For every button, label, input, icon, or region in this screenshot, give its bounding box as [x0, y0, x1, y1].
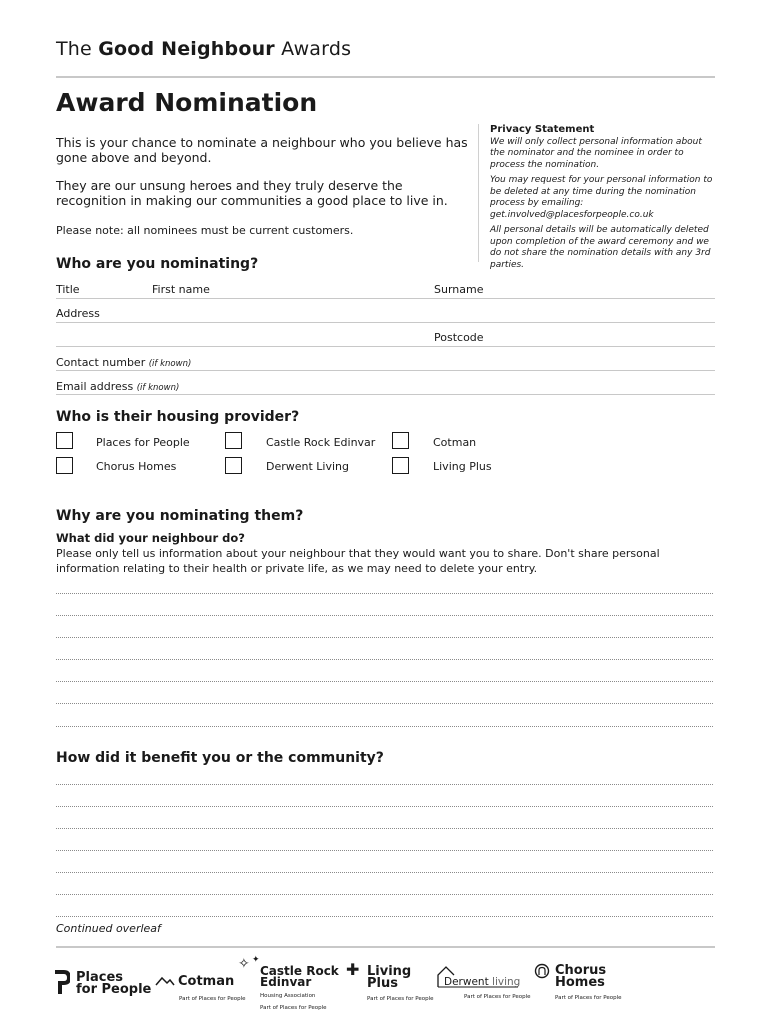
checkbox-castle-rock-edinvar[interactable]: [225, 432, 242, 449]
form-header: [56, 38, 351, 60]
option-label: Castle Rock Edinvar: [266, 436, 376, 449]
writing-line[interactable]: [56, 872, 713, 873]
header-prefix: The: [56, 38, 92, 60]
checkbox-places-for-people[interactable]: [56, 432, 73, 449]
privacy-heading: Privacy Statement: [490, 124, 595, 135]
header-divider: [56, 76, 715, 78]
privacy-text-2: You may request for your personal information to be deleted at any time during the nomination process by emailing: get.involved@placesforpeople.co.uk: [490, 175, 713, 220]
privacy-divider: [478, 124, 479, 262]
writing-line[interactable]: [56, 703, 713, 704]
header-suffix: Awards: [281, 38, 352, 60]
nominee-heading: Who are you nominating?: [56, 256, 259, 272]
why-instructions: Please only tell us information about your neighbour that they would want you to share. Don't share personal information relating to their health or private life, as we may need to delete your entry.: [56, 547, 660, 575]
first-name-label: First name: [152, 283, 210, 296]
benefit-heading: How did it benefit you or the community?: [56, 750, 384, 766]
writing-line[interactable]: [56, 659, 713, 660]
surname-label: Surname: [434, 283, 484, 296]
sparkle-icon: ✦: [252, 955, 260, 965]
postcode-line[interactable]: [56, 346, 715, 347]
contact-number-label: Contact number (if known): [56, 356, 192, 369]
checkbox-cotman[interactable]: [392, 432, 409, 449]
writing-line[interactable]: [56, 615, 713, 616]
option-label: Places for People: [96, 436, 190, 449]
if-known-hint: (if known): [136, 383, 180, 393]
option-label: Cotman: [433, 436, 477, 449]
privacy-statement: [490, 124, 718, 275]
privacy-text-1: We will only collect personal information about the nominator and the nominee in order to process the nomination.: [490, 136, 702, 170]
header-brand: Good Neighbour: [98, 38, 275, 60]
writing-line[interactable]: [56, 593, 713, 594]
places-for-people-icon: [52, 970, 70, 996]
writing-line[interactable]: [56, 637, 713, 638]
writing-line[interactable]: [56, 828, 713, 829]
writing-line[interactable]: [56, 806, 713, 807]
why-heading: Why are you nominating them?: [56, 508, 304, 524]
intro-paragraph-2: They are our unsung heroes and they truly deserve the recognition in making our communities a good place to live in.: [56, 178, 448, 208]
cotman-icon: [155, 976, 175, 986]
housing-heading: Who is their housing provider?: [56, 409, 300, 425]
writing-line[interactable]: [56, 916, 713, 917]
name-line[interactable]: [56, 298, 715, 299]
footer-divider: [56, 946, 715, 948]
option-label: Chorus Homes: [96, 460, 177, 473]
writing-line[interactable]: [56, 784, 713, 785]
intro-paragraph-1: This is your chance to nominate a neighbour who you believe has gone above and beyond.: [56, 135, 468, 165]
checkbox-chorus-homes[interactable]: [56, 457, 73, 474]
contact-number-line[interactable]: [56, 370, 715, 371]
writing-line[interactable]: [56, 894, 713, 895]
privacy-text-3: All personal details will be automatically deleted upon completion of the award ceremony and we do not share the nomination details with any 3rd parties.: [490, 225, 711, 270]
plus-icon: ✚: [346, 960, 360, 979]
page-title: Award Nomination: [56, 88, 318, 117]
address-label: Address: [56, 307, 100, 320]
sparkle-icon: ✧: [238, 956, 250, 972]
checkbox-living-plus[interactable]: [392, 457, 409, 474]
address-line[interactable]: [56, 322, 715, 323]
postcode-label: Postcode: [434, 331, 484, 344]
eligibility-note: Please note: all nominees must be current customers.: [56, 224, 354, 237]
option-label: Derwent Living: [266, 460, 350, 473]
writing-line[interactable]: [56, 681, 713, 682]
option-label: Living Plus: [433, 460, 492, 473]
checkbox-derwent-living[interactable]: [225, 457, 242, 474]
writing-line[interactable]: [56, 726, 713, 727]
title-label: Title: [56, 283, 80, 296]
email-address-label: Email address (if known): [56, 380, 180, 393]
continued-overleaf: Continued overleaf: [56, 922, 161, 935]
chorus-icon: [534, 963, 550, 979]
email-address-line[interactable]: [56, 394, 715, 395]
writing-line[interactable]: [56, 850, 713, 851]
why-subheading: What did your neighbour do?: [56, 531, 245, 545]
if-known-hint: (if known): [148, 359, 192, 369]
